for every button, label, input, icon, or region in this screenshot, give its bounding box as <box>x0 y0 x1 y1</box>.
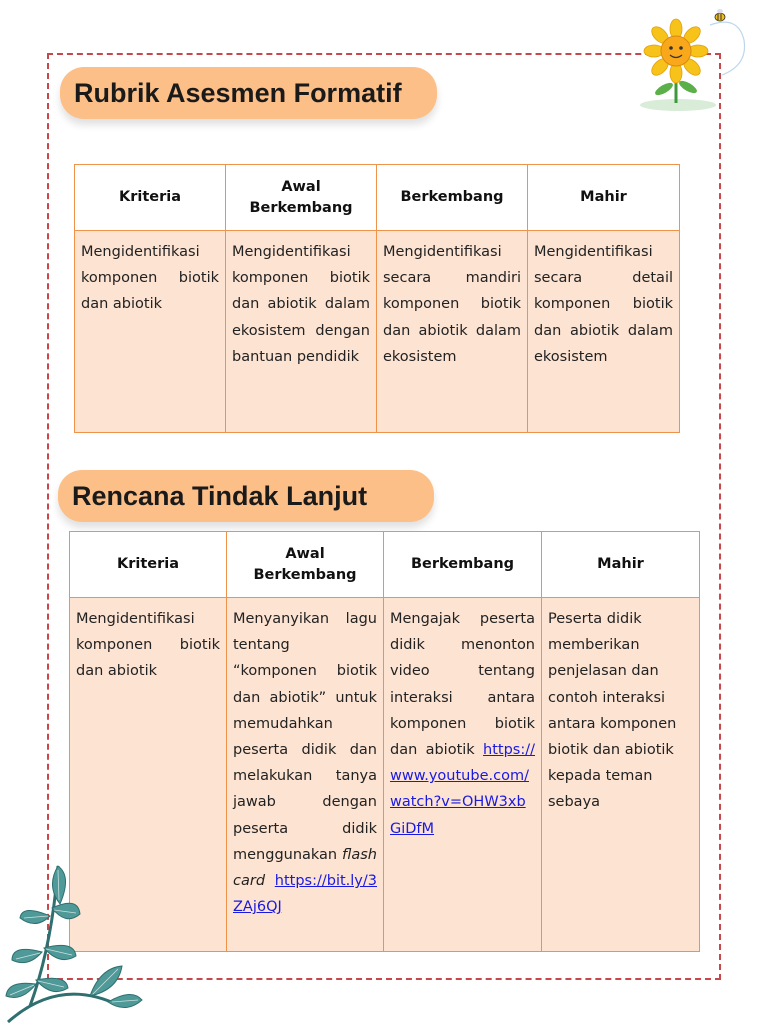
leaf-branch-icon <box>0 856 150 1024</box>
header-kriteria: Kriteria <box>75 165 226 231</box>
bitly-link[interactable]: https://bit.ly/3ZAj6QJ <box>233 873 377 916</box>
header-berkembang: Berkembang <box>377 165 528 231</box>
cell-berkembang: Mengidentifikasi secara mandiri komponen biotik dan abiotik dalam ekosistem <box>377 231 528 433</box>
header-mahir: Mahir <box>542 532 700 598</box>
follow-up-table <box>69 531 700 952</box>
table-row <box>75 231 680 433</box>
cell-kriteria: Mengidentifikasi komponen biotik dan abiotik <box>75 231 226 433</box>
sunflower-icon <box>638 5 750 115</box>
table-header-row <box>70 532 700 598</box>
cell-awal-berkembang <box>227 598 384 952</box>
cell-text: Menyanyikan lagu tentang “komponen biotik dan abiotik” untuk memudahkan peserta didik dan melakukan tanya jawab dengan peserta didik menggunakan <box>233 611 377 863</box>
section-title-rubrik <box>60 67 437 119</box>
header-awal-berkembang: Awal Berkembang <box>226 165 377 231</box>
section-title-text: Rubrik Asesmen Formatif <box>74 77 402 108</box>
table-row <box>70 598 700 952</box>
header-mahir: Mahir <box>528 165 680 231</box>
table-header-row <box>75 165 680 231</box>
rubric-table <box>74 164 680 433</box>
cell-mahir: Mengidentifikasi secara detail komponen biotik dan abiotik dalam ekosistem <box>528 231 680 433</box>
youtube-link[interactable]: https://www.youtube.com/watch?v=OHW3xbGiDfM <box>390 742 535 837</box>
section-title-rencana <box>58 470 434 522</box>
section-title-text: Rencana Tindak Lanjut <box>72 480 368 511</box>
cell-awal-berkembang: Mengidentifikasi komponen biotik dan abiotik dalam ekosistem dengan bantuan pendidik <box>226 231 377 433</box>
header-awal-berkembang: Awal Berkembang <box>227 532 384 598</box>
cell-berkembang <box>384 598 542 952</box>
header-kriteria: Kriteria <box>70 532 227 598</box>
cell-mahir: Peserta didik memberikan penjelasan dan contoh interaksi antara komponen biotik dan abiotik kepada teman sebaya <box>542 598 700 952</box>
cell-text: Mengajak peserta didik menonton video tentang interaksi antara komponen biotik dan abiotik <box>390 611 535 759</box>
cell-italic-text: flash card <box>233 846 377 890</box>
header-berkembang: Berkembang <box>384 532 542 598</box>
cell-kriteria: Mengidentifikasi komponen biotik dan abiotik <box>70 598 227 952</box>
